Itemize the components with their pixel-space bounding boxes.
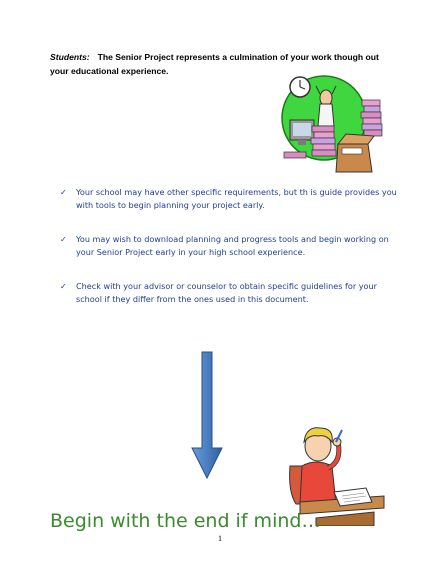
checkmark-icon: ✓ bbox=[60, 281, 67, 291]
overworked-student-desk-clipart bbox=[276, 72, 388, 178]
tagline: Begin with the end if mind… bbox=[50, 510, 321, 532]
down-arrow-icon bbox=[190, 350, 224, 480]
intro-lead: Students: bbox=[50, 52, 90, 62]
tip-text-1: Your school may have other specific requirements, but th is guide provides you with tools to begin planning your project early. bbox=[76, 187, 397, 210]
tip-item-3 bbox=[60, 280, 400, 306]
tip-item-1 bbox=[60, 186, 400, 212]
checkmark-icon: ✓ bbox=[60, 187, 67, 197]
tip-item-2 bbox=[60, 233, 400, 259]
page-number: 1 bbox=[218, 534, 222, 543]
tips-list bbox=[60, 186, 400, 327]
tip-text-3: Check with your advisor or counselor to obtain specific guidelines for your school if they differ from the ones used in this document. bbox=[76, 281, 377, 304]
tip-text-2: You may wish to download planning and progress tools and begin working on your Senior Project early in your high school experience. bbox=[76, 234, 389, 257]
checkmark-icon: ✓ bbox=[60, 234, 67, 244]
clock-icon bbox=[290, 77, 310, 97]
intro-text: The Senior Project represents a culmination of your work though out your educational experience. bbox=[50, 52, 379, 76]
